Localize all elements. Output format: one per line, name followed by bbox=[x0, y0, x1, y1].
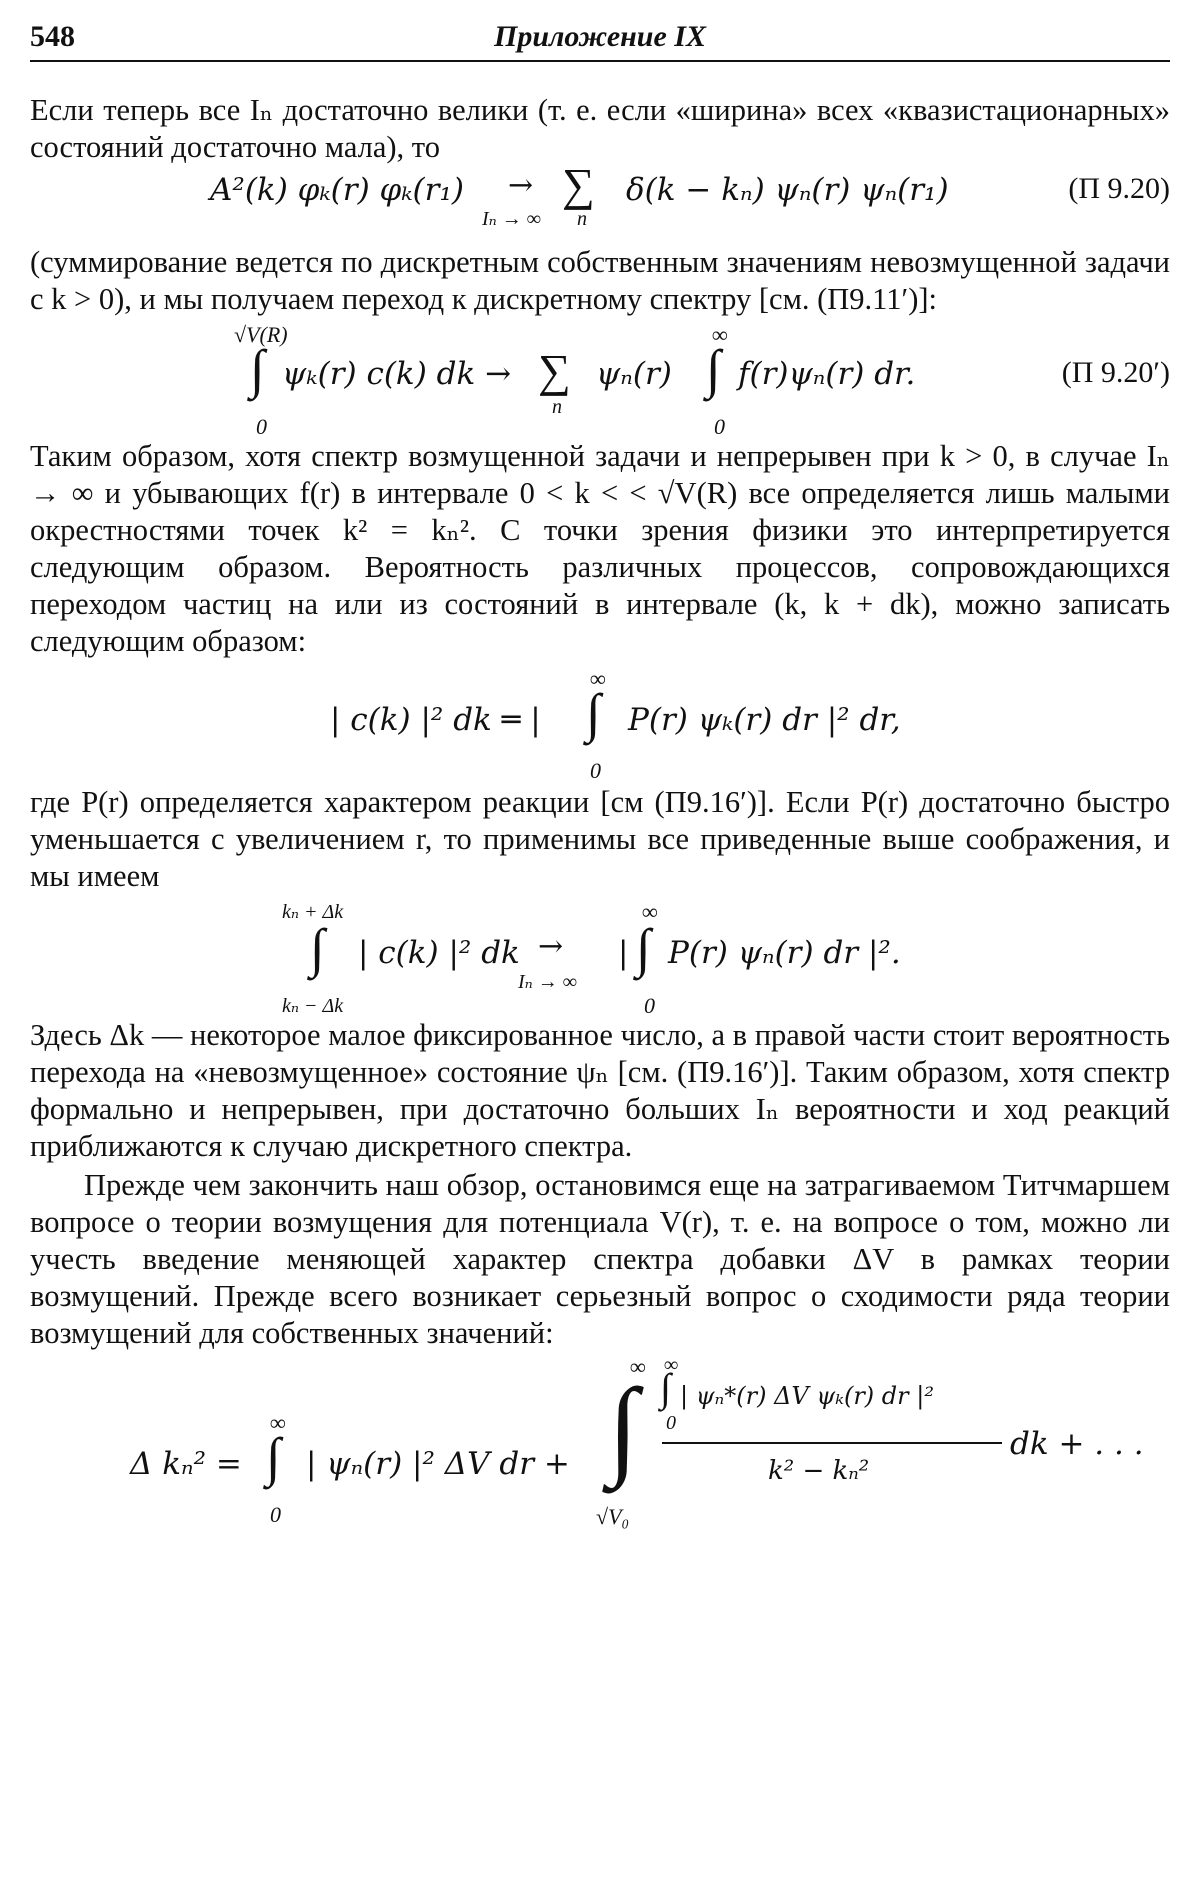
eq5-upper-limit: ∞ bbox=[270, 1410, 286, 1435]
eq5-inner-upper-limit: ∞ bbox=[664, 1354, 679, 1376]
eq5-lower-limit: 0 bbox=[270, 1502, 281, 1527]
eq4-upper-limit-2: ∞ bbox=[642, 899, 658, 924]
eq4-rhs: P(r) ψₙ(r) dr |². bbox=[668, 935, 901, 971]
eq2-lhs: ψₖ(r) c(k) dk → bbox=[282, 356, 512, 392]
eq4-integral-sign: ∫ bbox=[310, 918, 325, 978]
equation-probability bbox=[30, 660, 1170, 784]
eq3-upper-limit: ∞ bbox=[590, 666, 606, 691]
eq5-inner-lower-limit: 0 bbox=[666, 1412, 676, 1434]
eq1-sum-index: n bbox=[577, 208, 587, 230]
eq2-rhs: f(r)ψₙ(r) dr. bbox=[738, 356, 916, 392]
chapter-title: Приложение IX bbox=[494, 20, 706, 53]
eq5-outer-lower-limit: √V₀ bbox=[596, 1504, 630, 1529]
eq4-lower-limit: kₙ − Δk bbox=[282, 995, 344, 1017]
eq5-tail: dk + . . . bbox=[1010, 1426, 1144, 1462]
page-number: 548 bbox=[30, 20, 75, 53]
eq5-numerator: | ψₙ*(r) ΔV ψₖ(r) dr |² bbox=[680, 1382, 934, 1410]
eq1-arrow-limit: Iₙ → ∞ bbox=[482, 208, 542, 230]
eq4-arrow-limit: Iₙ → ∞ bbox=[518, 971, 578, 993]
eq5-term1: | ψₙ(r) |² ΔV dr + bbox=[306, 1446, 570, 1482]
equation-p9-20 bbox=[30, 159, 1170, 244]
eq2-label: (П 9.20′) bbox=[1061, 356, 1170, 389]
eq4-arrow: → bbox=[538, 929, 564, 964]
eq4-upper-limit: kₙ + Δk bbox=[282, 901, 344, 923]
eq4-lower-limit-2: 0 bbox=[644, 993, 655, 1018]
paragraph-4: где P(r) определяется характером реакции [см (П9.16′)]. Если P(r) достаточно быстро уменьшается с увеличением r, то применимы все приведенные выше соображения, и мы имеем bbox=[30, 785, 1170, 893]
eq3-integral-sign: ∫ bbox=[586, 683, 601, 743]
eq5-integral-sign: ∫ bbox=[266, 1427, 281, 1487]
paragraph-5: Здесь Δk — некоторое малое фиксированное число, а в правой части стоит вероятность перехода на «невозмущенное» состояние ψₙ [см. (П9.16′)]. Таким образом, хотя спектр формально и непрерывен, при достаточно больших Iₙ вероятности и ход реакций приближаются к случаю дискретного спектра. bbox=[30, 1018, 1171, 1163]
eq2-lower-limit-2: 0 bbox=[714, 414, 725, 439]
eq5-outer-integral-sign: ∫ bbox=[608, 1366, 639, 1488]
eq3-rhs: P(r) ψₖ(r) dr |² dr, bbox=[628, 702, 901, 738]
eq5-fraction-bar bbox=[662, 1442, 1002, 1444]
paragraph-6: Прежде чем закончить наш обзор, остановимся еще на затрагиваемом Титчмаршем вопросе о теории возмущения для потенциала V(r), т. е. на вопросе о том, можно ли учесть введение меняющей характер спектра добавки ΔV в рамках теории возмущений. Прежде всего возникает серьезный вопрос о сходимости ряда теории возмущений для собственных значений: bbox=[30, 1168, 1170, 1350]
eq4-lhs: | c(k) |² dk bbox=[358, 935, 520, 971]
page-header bbox=[30, 20, 1170, 62]
equation-p9-20-prime bbox=[30, 318, 1170, 438]
eq1-rhs: δ(k − kₙ) ψₙ(r) ψₙ(r₁) bbox=[626, 172, 949, 208]
eq5-denominator: k² − kₙ² bbox=[768, 1456, 870, 1486]
eq1-arrow: → bbox=[508, 168, 534, 203]
eq4-integral-sign-2: ∫ bbox=[636, 918, 651, 978]
eq5-outer-upper-limit: ∞ bbox=[630, 1354, 646, 1379]
paragraph-1: Если теперь все Iₙ достаточно велики (т. е. если «ширина» всех «квазистационарных» состояний достаточно мала), то bbox=[30, 93, 1170, 164]
paragraph-3: Таким образом, хотя спектр возмущенной задачи и непрерывен при k > 0, в случае Iₙ → ∞ и убывающих f(r) в интервале 0 < k < < √V(R) все определяется лишь малыми окрестностями точек k² = kₙ². С точки зрения физики это интерпретируется следующим образом. Вероятность различных процессов, сопровождающихся переходом частиц на или из состояний в интервале (k, k + dk), можно записать следующим образом: bbox=[30, 439, 1170, 658]
eq2-mid: ψₙ(r) bbox=[596, 356, 672, 392]
eq5-lhs: Δ kₙ² = bbox=[130, 1446, 242, 1482]
eq2-lower-limit: 0 bbox=[256, 414, 267, 439]
eq1-sum-sign: ∑ bbox=[562, 159, 595, 210]
equation-perturbation-series bbox=[30, 1352, 1170, 1542]
eq2-upper-limit-2: ∞ bbox=[712, 322, 728, 347]
eq2-integral-sign: ∫ bbox=[250, 339, 265, 399]
book-page bbox=[30, 20, 1170, 1542]
paragraph-2: (суммирование ведется по дискретным собственным значениям невозмущенной задачи с k > 0), и мы получаем переход к дискретному спектру [см. (П9.11′)]: bbox=[30, 245, 1170, 316]
eq1-lhs: A²(k) φₖ(r) φₖ(r₁) bbox=[210, 172, 464, 208]
eq2-upper-limit: √V(R) bbox=[234, 322, 288, 347]
eq1-label: (П 9.20) bbox=[1068, 172, 1170, 205]
eq5-inner-integral-sign: ∫ bbox=[660, 1365, 671, 1410]
eq4-mid: | bbox=[618, 935, 629, 971]
eq2-sum-sign: ∑ bbox=[538, 345, 571, 396]
eq3-lower-limit: 0 bbox=[590, 758, 601, 783]
eq2-sum-index: n bbox=[552, 396, 562, 418]
eq2-integral-sign-2: ∫ bbox=[706, 339, 721, 399]
eq3-lhs: | c(k) |² dk ═ | bbox=[330, 702, 541, 738]
equation-limit-probability bbox=[30, 895, 1170, 1017]
